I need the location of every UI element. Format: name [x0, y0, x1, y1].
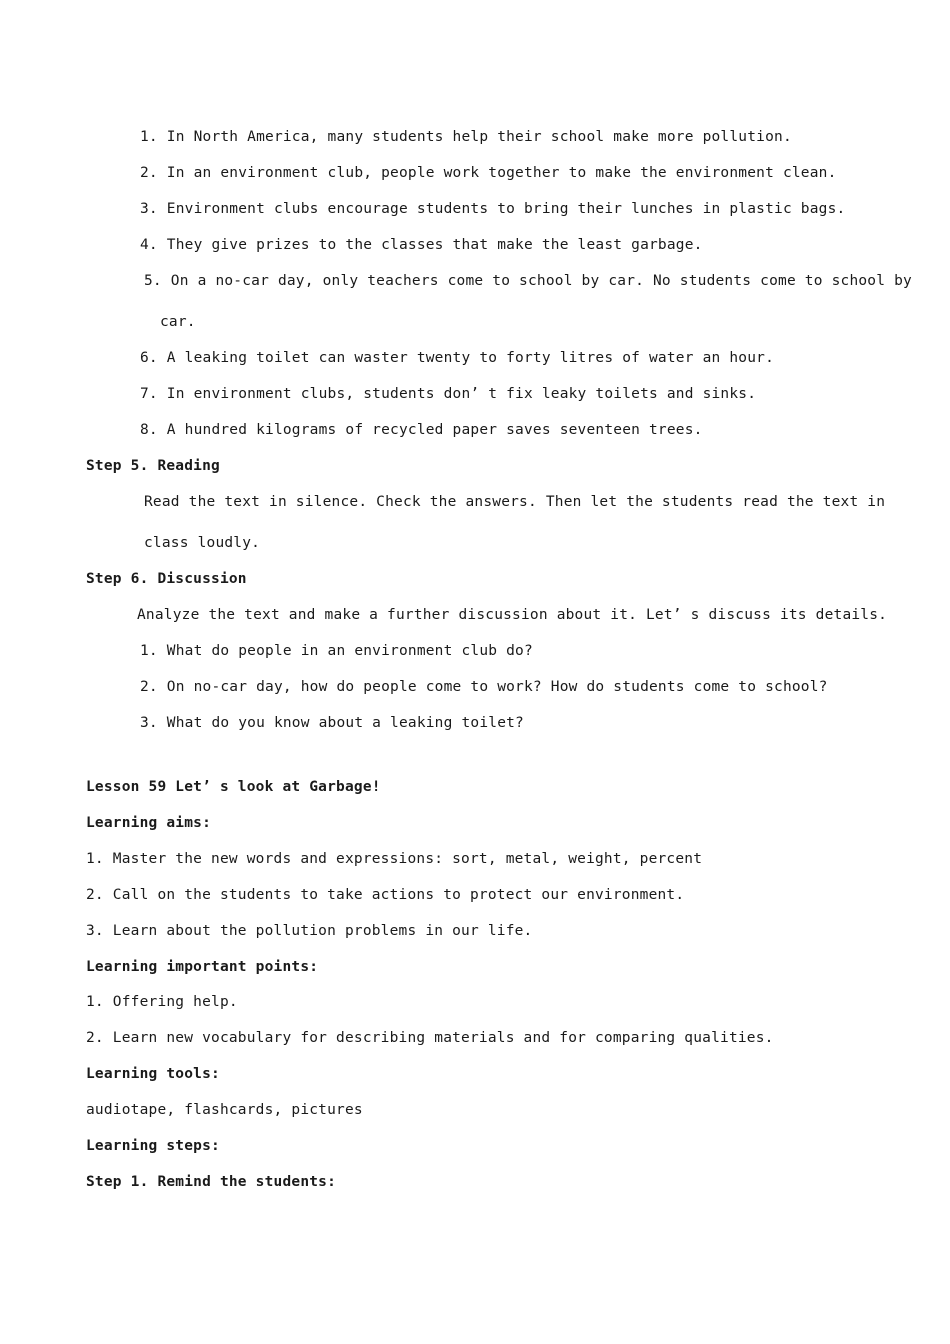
list-item: 6. A leaking toilet can waster twenty to forty litres of water an hour. — [140, 350, 775, 366]
step6-intro: Analyze the text and make a further discussion about it. Let’ s discuss its details. — [137, 607, 888, 623]
step5-text: Read the text in silence. Check the answers. Then let the students read the text in — [144, 494, 886, 510]
tools-text: audiotape, flashcards, pictures — [86, 1102, 363, 1118]
point-item: 2. Learn new vocabulary for describing materials and for comparing qualities. — [86, 1030, 774, 1046]
aim-item: 3. Learn about the pollution problems in our life. — [86, 923, 533, 939]
list-item: 1. In North America, many students help their school make more pollution. — [140, 129, 792, 145]
list-item-continuation: car. — [160, 314, 196, 330]
lesson-title: Lesson 59 Let’ s look at Garbage! — [86, 779, 381, 795]
step1-heading: Step 1. Remind the students: — [86, 1174, 337, 1190]
tools-heading: Learning tools: — [86, 1066, 220, 1082]
list-item: 4. They give prizes to the classes that make the least garbage. — [140, 237, 703, 253]
list-item: 8. A hundred kilograms of recycled paper saves seventeen trees. — [140, 422, 703, 438]
step5-text-continuation: class loudly. — [144, 535, 261, 551]
step5-heading: Step 5. Reading — [86, 458, 220, 474]
question-item: 1. What do people in an environment club do? — [140, 643, 533, 659]
list-item: 7. In environment clubs, students don’ t fix leaky toilets and sinks. — [140, 386, 757, 402]
aim-item: 1. Master the new words and expressions: sort, metal, weight, percent — [86, 851, 703, 867]
list-item: 5. On a no-car day, only teachers come to school by car. No students come to school by — [144, 273, 912, 289]
list-item: 3. Environment clubs encourage students to bring their lunches in plastic bags. — [140, 201, 846, 217]
aims-heading: Learning aims: — [86, 815, 212, 831]
list-item: 2. In an environment club, people work together to make the environment clean. — [140, 165, 837, 181]
point-item: 1. Offering help. — [86, 994, 238, 1010]
step6-heading: Step 6. Discussion — [86, 571, 247, 587]
points-heading: Learning important points: — [86, 959, 319, 975]
steps-heading: Learning steps: — [86, 1138, 220, 1154]
question-item: 3. What do you know about a leaking toilet? — [140, 715, 524, 731]
question-item: 2. On no-car day, how do people come to work? How do students come to school? — [140, 679, 828, 695]
aim-item: 2. Call on the students to take actions to protect our environment. — [86, 887, 685, 903]
